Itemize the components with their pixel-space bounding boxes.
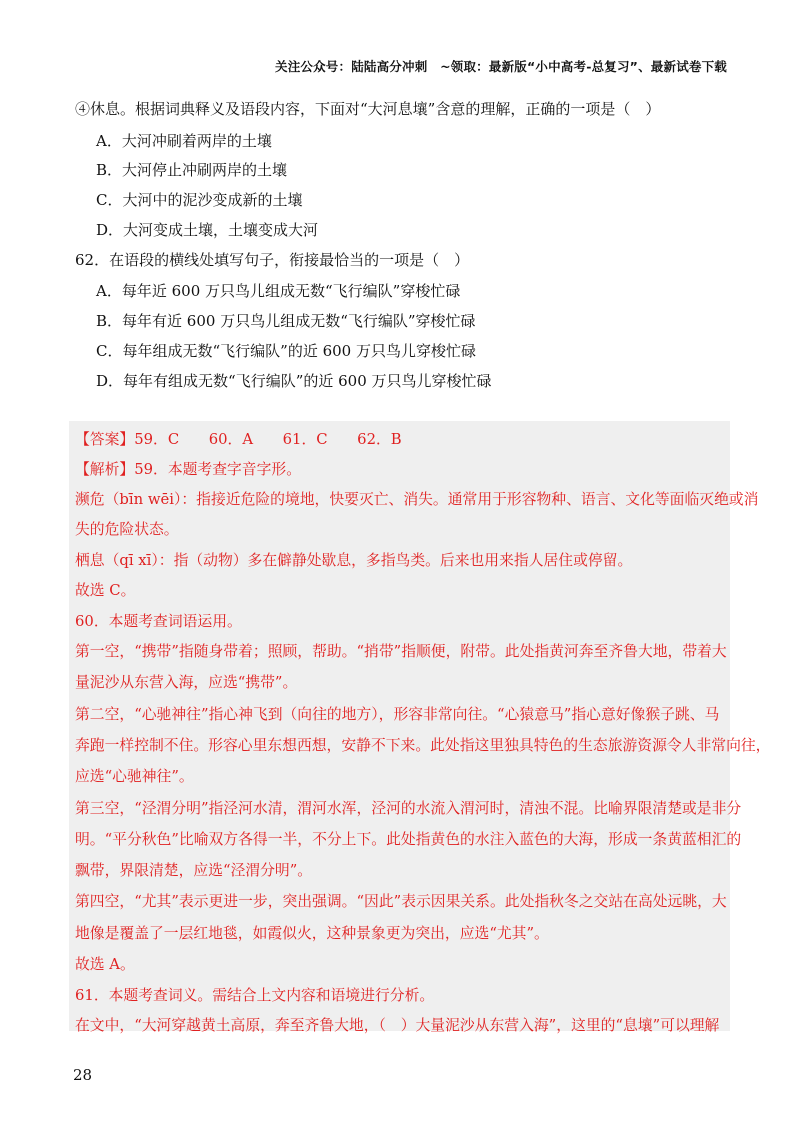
page-header: 关注公众号：陆陆高分冲刺 ~领取：最新版“小中高考-总复习”、最新试卷下载 [275, 59, 727, 74]
analysis-line: 故选 C。 [75, 582, 136, 599]
analysis-line: 应选“心驰神往”。 [75, 768, 194, 785]
q62-option-d: D．每年有组成无数“飞行编队”的近 600 万只鸟儿穿梭忙碌 [96, 372, 492, 390]
analysis-line: 在文中，“大河穿越黄土高原，奔至齐鲁大地，（ ）大量泥沙从东营入海”，这里的“息壤”可以理解 [75, 1017, 720, 1034]
analysis-line: 奔跑一样控制不住。形容心里东想西想，安静不下来。此处指这里独具特色的生态旅游资源令人非常向往， [75, 737, 771, 754]
q61-option-b: B．大河停止冲刷两岸的土壤 [96, 161, 288, 179]
q62-option-c: C．每年组成无数“飞行编队”的近 600 万只鸟儿穿梭忙碌 [96, 342, 476, 360]
analysis-line: 量泥沙从东营入海，应选“携带”。 [75, 674, 298, 691]
analysis-heading: 【解析】59．本题考查字音字形。 [75, 461, 301, 478]
analysis-line: 濒危（bīn wēi）：指接近危险的境地，快要灭亡、消失。通常用于形容物种、语言、文化等面临灭绝或消 [75, 491, 759, 508]
analysis-line: 第三空，“泾渭分明”指泾河水清，渭河水浑，泾河的水流入渭河时，清浊不混。比喻界限清楚或是非分 [75, 800, 742, 817]
q62-option-a: A．每年近 600 万只鸟儿组成无数“飞行编队”穿梭忙碌 [96, 282, 461, 300]
analysis-line: 第二空，“心驰神往”指心神飞到（向往的地方），形容非常向往。“心猿意马”指心意好像猴子跳、马 [75, 706, 720, 723]
analysis-line: 故选 A。 [75, 956, 135, 973]
page-number: 28 [73, 1066, 93, 1084]
question-62-stem: 62．在语段的横线处填写句子，衔接最恰当的一项是（ ） [75, 251, 470, 269]
analysis-line: 明。“平分秋色”比喻双方各得一半，不分上下。此处指黄色的水注入蓝色的大海，形成一条黄蓝相汇的 [75, 831, 742, 848]
analysis-line: 第四空，“尤其”表示更进一步，突出强调。“因此”表示因果关系。此处指秋冬之交站在高处远眺，大 [75, 893, 727, 910]
analysis-line: 飘带，界限清楚，应选“泾渭分明”。 [75, 862, 313, 879]
analysis-line: 60．本题考查词语运用。 [75, 613, 242, 630]
analysis-line: 61．本题考查词义。需结合上文内容和语境进行分析。 [75, 987, 435, 1004]
analysis-line: 栖息（qī xī）：指（动物）多在僻静处歇息，多指鸟类。后来也用来指人居住或停留。 [75, 552, 633, 569]
analysis-line: 第一空，“携带”指随身带着；照顾，帮助。“捎带”指顺便，附带。此处指黄河奔至齐鲁大地，带着大 [75, 643, 727, 660]
question-61-stem: ④休息。根据词典释义及语段内容，下面对“大河息壤”含意的理解，正确的一项是（ ） [75, 100, 661, 118]
q61-option-a: A．大河冲刷着两岸的土壤 [96, 132, 272, 150]
q61-option-d: D．大河变成土壤，土壤变成大河 [96, 221, 319, 239]
analysis-line: 地像是覆盖了一层红地毯，如霞似火，这种景象更为突出，应选“尤其”。 [75, 925, 549, 942]
answer-key: 【答案】59．C 60．A 61．C 62．B [75, 431, 402, 448]
q61-option-c: C．大河中的泥沙变成新的土壤 [96, 191, 303, 209]
analysis-line: 失的危险状态。 [75, 521, 179, 538]
q62-option-b: B．每年有近 600 万只鸟儿组成无数“飞行编队”穿梭忙碌 [96, 312, 476, 330]
